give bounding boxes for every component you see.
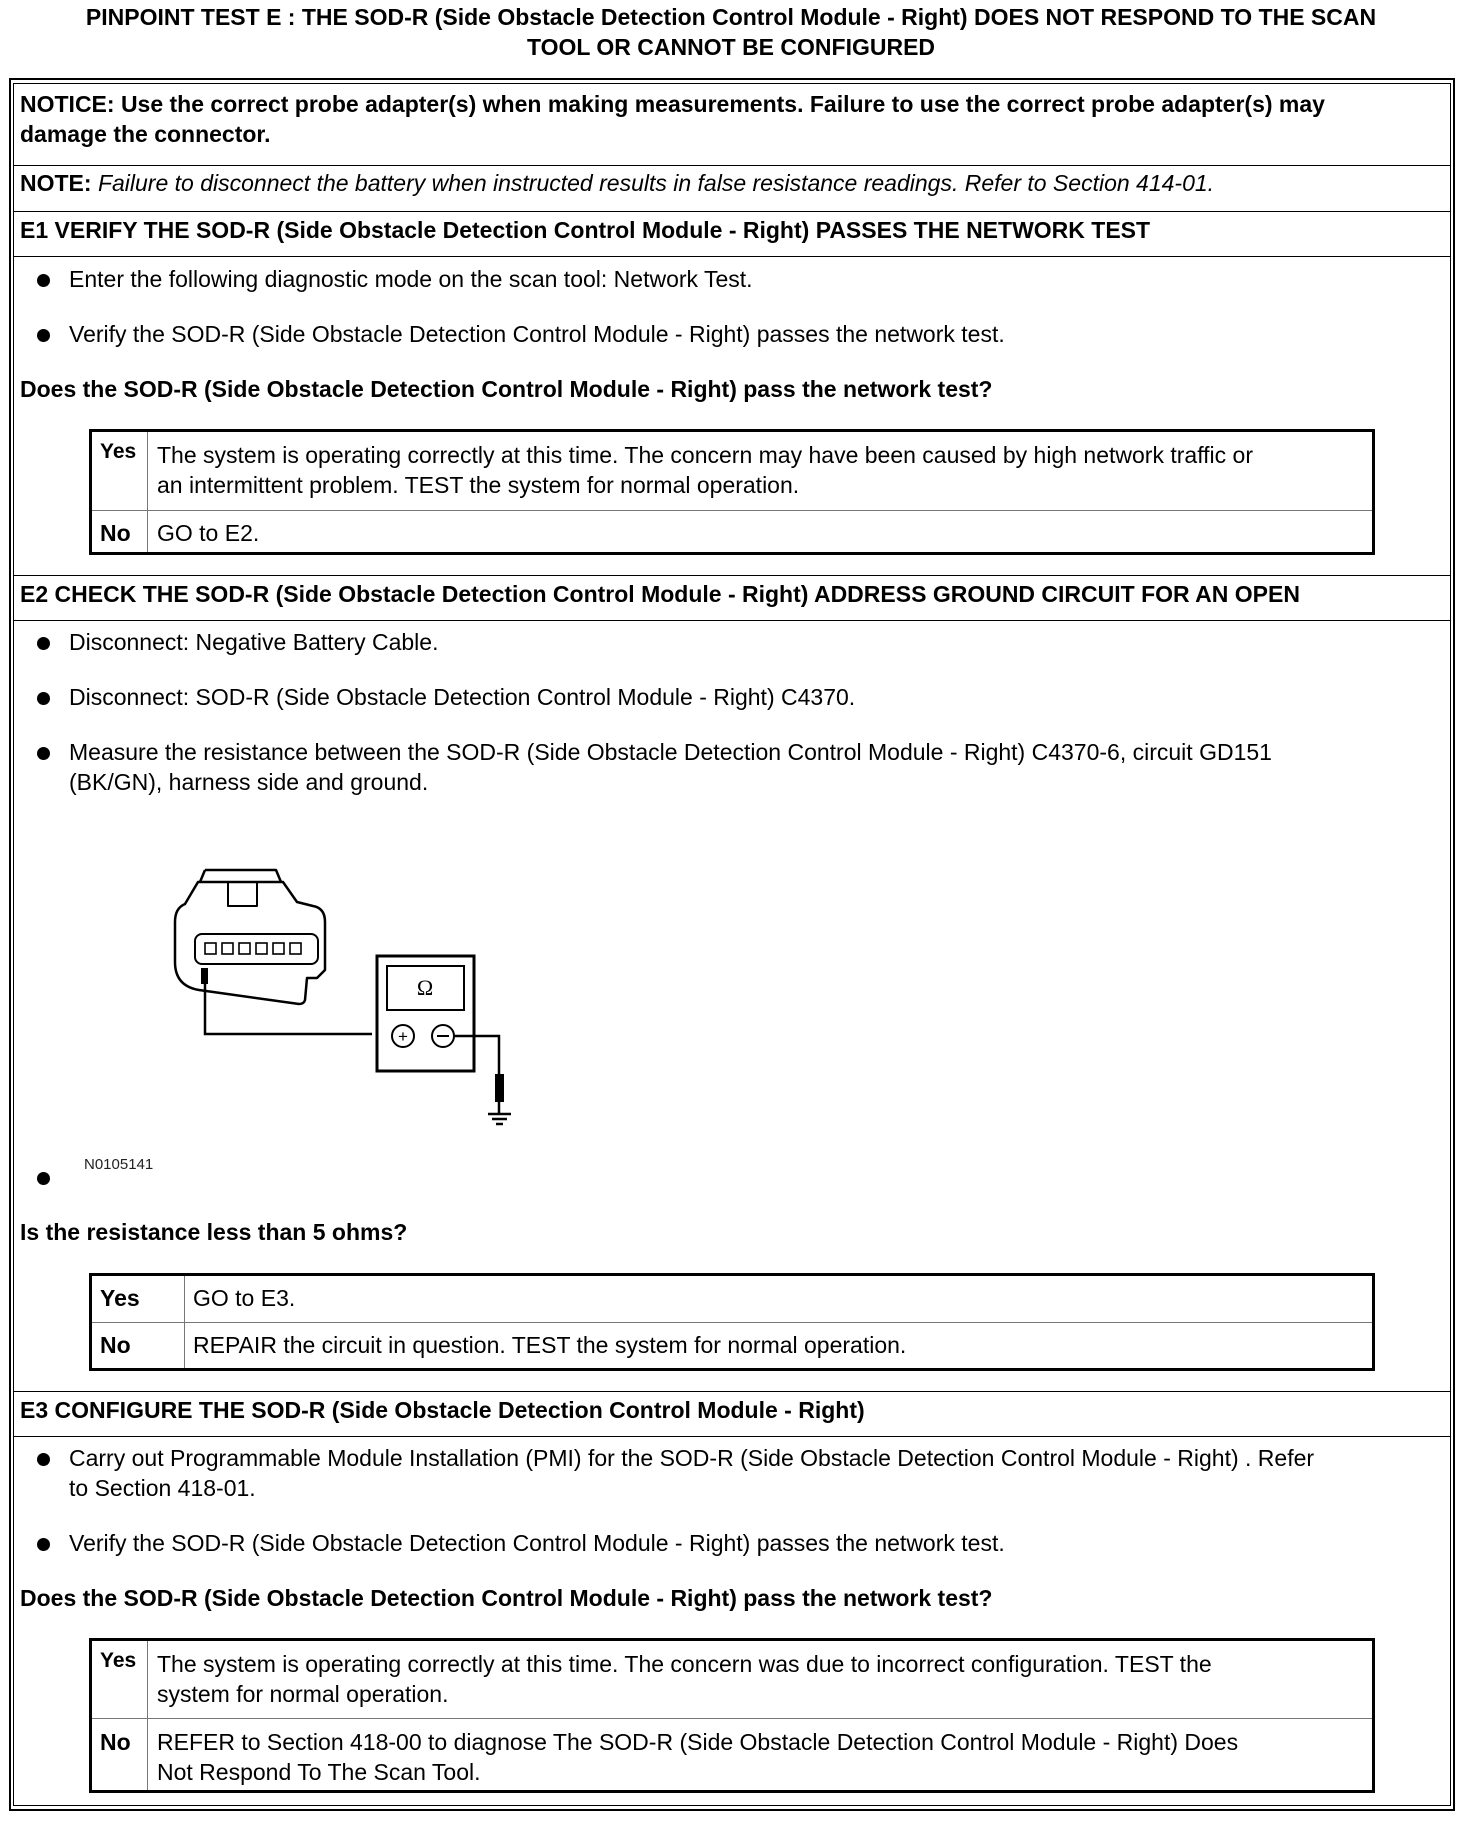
divider xyxy=(14,165,1450,166)
divider xyxy=(14,1391,1450,1392)
e2-heading: E2 CHECK THE SOD-R (Side Obstacle Detection Control Module - Right) ADDRESS GROUND CIRCUIT FOR AN OPEN xyxy=(20,581,1300,607)
diagram-svg xyxy=(165,862,535,1152)
e1-no-text: GO to E2. xyxy=(157,520,260,546)
divider xyxy=(14,620,1450,621)
e3-bullet-2: Verify the SOD-R (Side Obstacle Detection Control Module - Right) passes the network test. xyxy=(69,1530,1005,1556)
divider xyxy=(14,1436,1450,1437)
connector-pin xyxy=(239,943,250,954)
e1-answer-table xyxy=(89,429,1375,555)
e1-bullet-1: Enter the following diagnostic mode on the scan tool: Network Test. xyxy=(69,266,753,292)
bullet xyxy=(37,637,50,650)
bullet xyxy=(37,1172,50,1185)
e2-bullet-3-line-1: Measure the resistance between the SOD-R (Side Obstacle Detection Control Module - Right) C4370-6, circuit GD151 xyxy=(69,739,1272,765)
e3-no-label: No xyxy=(100,1729,131,1755)
title-line-2: TOOL OR CANNOT BE CONFIGURED xyxy=(526,34,936,60)
bullet xyxy=(37,692,50,705)
bullet xyxy=(37,274,50,287)
e3-yes-label: Yes xyxy=(100,1649,137,1672)
e3-bullet-1-line-1: Carry out Programmable Module Installation (PMI) for the SOD-R (Side Obstacle Detection Control Module - Right) . Refer xyxy=(69,1445,1315,1471)
bullet xyxy=(37,1538,50,1551)
e1-yes-label: Yes xyxy=(100,440,137,463)
e3-bullet-1-line-2: to Section 418-01. xyxy=(69,1475,256,1501)
bullet xyxy=(37,1453,50,1466)
e3-question: Does the SOD-R (Side Obstacle Detection Control Module - Right) pass the network test? xyxy=(20,1585,993,1611)
e2-no-text: REPAIR the circuit in question. TEST the system for normal operation. xyxy=(193,1332,907,1358)
row-divider xyxy=(92,1322,1372,1323)
notice-line-1: NOTICE: Use the correct probe adapter(s) when making measurements. Failure to use the correct probe adapter(s) may xyxy=(20,91,1325,117)
connector-latch xyxy=(200,870,281,882)
e1-bullet-2: Verify the SOD-R (Side Obstacle Detection Control Module - Right) passes the network test. xyxy=(69,321,1005,347)
e1-no-label: No xyxy=(100,520,131,546)
e2-bullet-3-line-2: (BK/GN), harness side and ground. xyxy=(69,769,429,795)
e2-yes-label: Yes xyxy=(100,1285,140,1311)
note xyxy=(20,168,1214,198)
positive-sign: + xyxy=(398,1027,408,1046)
positive-lead-wire xyxy=(205,968,372,1034)
e1-yes-line-1: The system is operating correctly at this time. The concern may have been caused by high network traffic or xyxy=(157,442,1254,468)
ohm-symbol: Ω xyxy=(416,975,434,1000)
notice-line-2: damage the connector. xyxy=(20,121,271,147)
e3-heading: E3 CONFIGURE THE SOD-R (Side Obstacle Detection Control Module - Right) xyxy=(20,1397,865,1423)
bullet xyxy=(37,747,50,760)
column-divider xyxy=(147,1641,148,1790)
e1-question: Does the SOD-R (Side Obstacle Detection Control Module - Right) pass the network test? xyxy=(20,376,993,402)
e3-no-line-2: Not Respond To The Scan Tool. xyxy=(157,1759,481,1785)
ground-probe xyxy=(495,1074,504,1102)
e3-yes-line-1: The system is operating correctly at this time. The concern was due to incorrect configuration. TEST the xyxy=(157,1651,1212,1677)
column-divider xyxy=(147,432,148,552)
page-title xyxy=(0,2,1462,62)
connector-latch-window xyxy=(228,882,257,906)
divider xyxy=(14,256,1450,257)
connector-pin xyxy=(273,943,284,954)
e1-heading: E1 VERIFY THE SOD-R (Side Obstacle Detection Control Module - Right) PASSES THE NETWORK TEST xyxy=(20,217,1151,243)
row-divider xyxy=(92,510,1372,511)
connector-pin xyxy=(256,943,267,954)
divider xyxy=(14,575,1450,576)
e2-bullet-2: Disconnect: SOD-R (Side Obstacle Detection Control Module - Right) C4370. xyxy=(69,684,856,710)
e3-answer-table xyxy=(89,1638,1375,1793)
e3-yes-line-2: system for normal operation. xyxy=(157,1681,449,1707)
connector-pin xyxy=(290,943,301,954)
divider xyxy=(14,211,1450,212)
e1-yes-line-2: an intermittent problem. TEST the system for normal operation. xyxy=(157,472,800,498)
e3-no-line-1: REFER to Section 418-00 to diagnose The SOD-R (Side Obstacle Detection Control Module - Right) Does xyxy=(157,1729,1239,1755)
title-line-1: PINPOINT TEST E : THE SOD-R (Side Obstacle Detection Control Module - Right) DOES NOT RESPOND TO THE SCAN xyxy=(85,4,1377,30)
e2-bullet-1: Disconnect: Negative Battery Cable. xyxy=(69,629,439,655)
e2-answer-table xyxy=(89,1273,1375,1371)
row-divider xyxy=(92,1718,1372,1719)
note-label: NOTE: xyxy=(20,170,92,196)
e2-yes-text: GO to E3. xyxy=(193,1285,296,1311)
figure-id: N0105141 xyxy=(84,1156,154,1173)
e2-question: Is the resistance less than 5 ohms? xyxy=(20,1219,408,1245)
connector-pin xyxy=(205,943,216,954)
connector-pin xyxy=(222,943,233,954)
resistance-measurement-diagram xyxy=(165,862,535,1157)
bullet xyxy=(37,329,50,342)
e2-no-label: No xyxy=(100,1332,131,1358)
note-text: Failure to disconnect the battery when instructed results in false resistance readings. Refer to Section 414-01. xyxy=(97,170,1215,196)
